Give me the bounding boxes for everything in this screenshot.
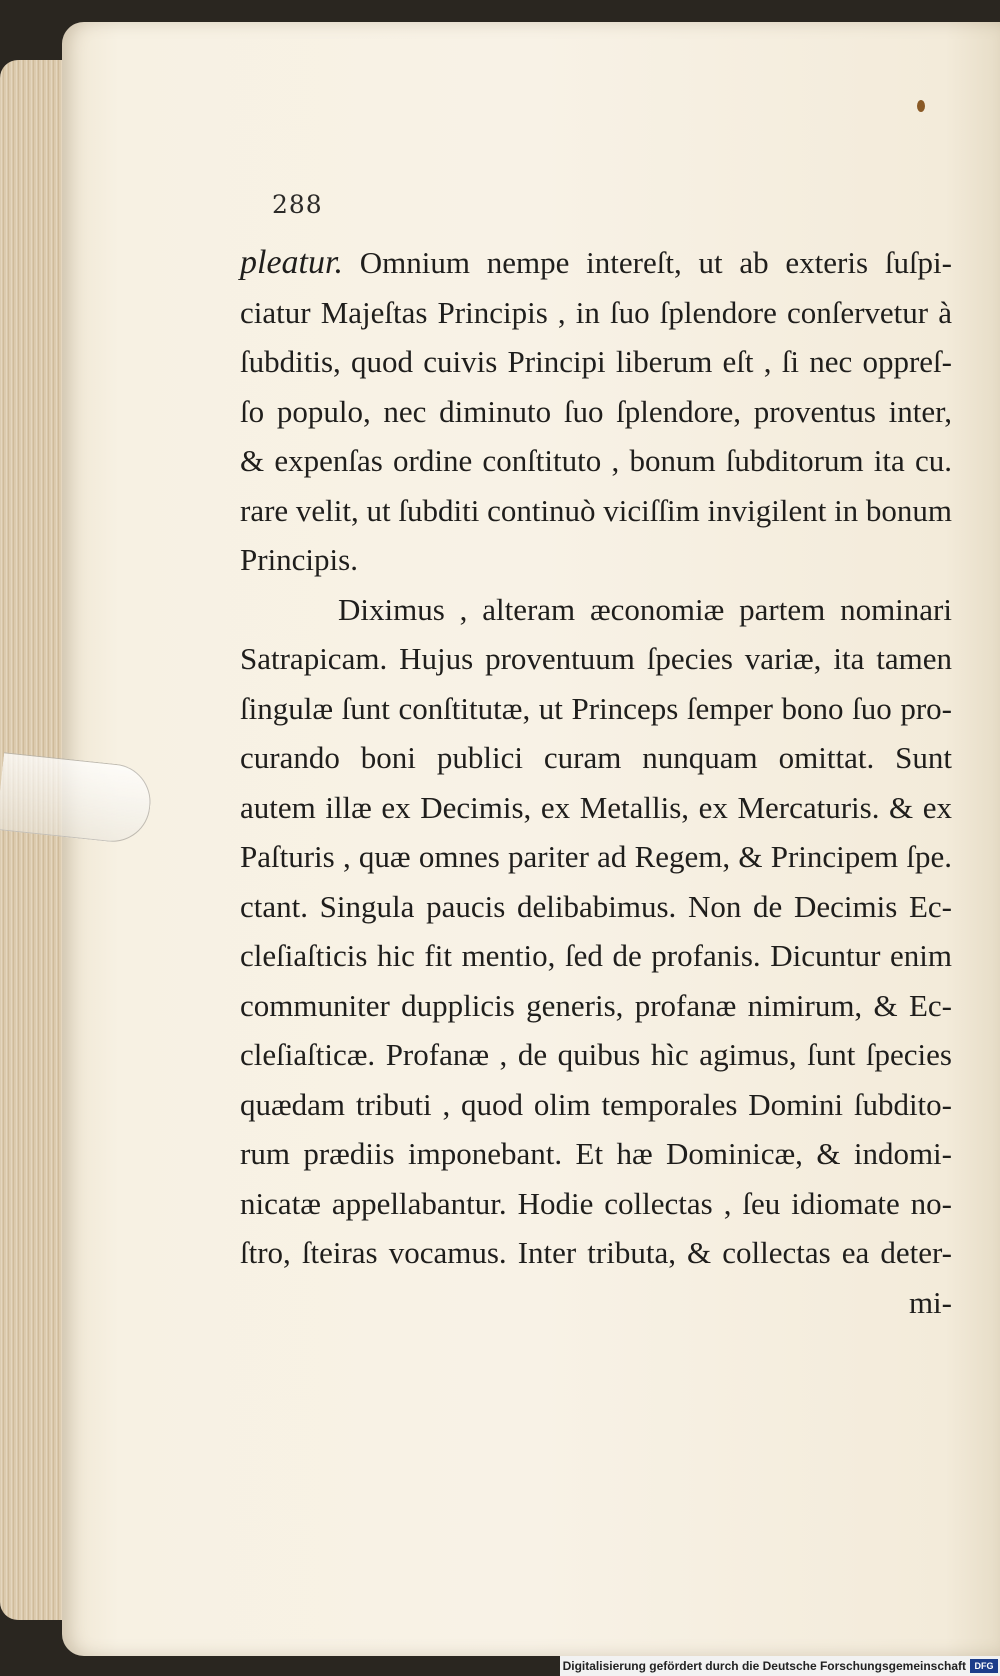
page-number: 288 xyxy=(272,190,323,219)
digitization-credit xyxy=(560,1656,1000,1676)
text-line: ſubditis, quod cuivis Principi liberum eſt , ſi nec oppreſ- xyxy=(240,344,952,379)
text-line: ctant. Singula paucis delibabimus. Non de Decimis Ec- xyxy=(240,888,952,924)
text-line: cleſiaſticis hic fit mentio, ſed de profanis. Dicuntur enim xyxy=(240,938,952,973)
body-text xyxy=(240,238,952,1327)
text-line: ciatur Majeſtas Principis , in ſuo ſplendore conſervetur à xyxy=(240,294,952,330)
dfg-logo: DFG xyxy=(970,1659,998,1673)
text-line: rare velit, ut ſubditi continuò viciſſim invigilent in bonum xyxy=(240,492,953,528)
text-line: curando boni publici curam nunquam omittat. Sunt xyxy=(240,740,952,775)
text-line: Diximus , alteram æconomiæ partem nominari xyxy=(338,591,952,627)
text-line: Principis. xyxy=(240,542,358,577)
text-line: & expenſas ordine conſtituto , bonum ſubditorum ita cu. xyxy=(240,443,952,478)
text-line: communiter dupplicis generis, profanæ nimirum, & Ec- xyxy=(240,987,952,1023)
text-line: rum prædiis imponebant. Et hæ Dominicæ, & indomi- xyxy=(240,1136,952,1171)
text-line: quædam tributi , quod olim temporales Domini ſubdito- xyxy=(240,1086,952,1122)
text-line xyxy=(240,238,952,288)
credit-text: Digitalisierung gefördert durch die Deutsche Forschungsgemeinschaft xyxy=(562,1659,966,1673)
text-line: nicatæ appellabantur. Hodie collectas , ſeu idiomate no- xyxy=(240,1185,952,1221)
text-line: ſtro, ſteiras vocamus. Inter tributa, & collectas ea deter- xyxy=(240,1235,952,1270)
text-line: autem illæ ex Decimis, ex Metallis, ex Mercaturis. & ex xyxy=(240,789,952,825)
text-line-content: Omnium nempe intereſt, ut ab exteris ſuſpi- xyxy=(342,245,952,280)
text-line-lead: pleatur. xyxy=(240,244,343,281)
text-line: cleſiaſticæ. Profanæ , de quibus hìc agimus, ſunt ſpecies xyxy=(240,1037,952,1072)
text-line: ſingulæ ſunt conſtitutæ, ut Princeps ſemper bono ſuo pro- xyxy=(240,690,952,726)
text-line: ſo populo, nec diminuto ſuo ſplendore, proventus inter, xyxy=(240,393,952,429)
text-line: Paſturis , quæ omnes pariter ad Regem, & Principem ſpe. xyxy=(240,839,952,874)
ink-spot xyxy=(917,100,925,112)
catchword: mi- xyxy=(908,1284,952,1320)
text-line: Satrapicam. Hujus proventuum ſpecies variæ, ita tamen xyxy=(240,641,952,676)
